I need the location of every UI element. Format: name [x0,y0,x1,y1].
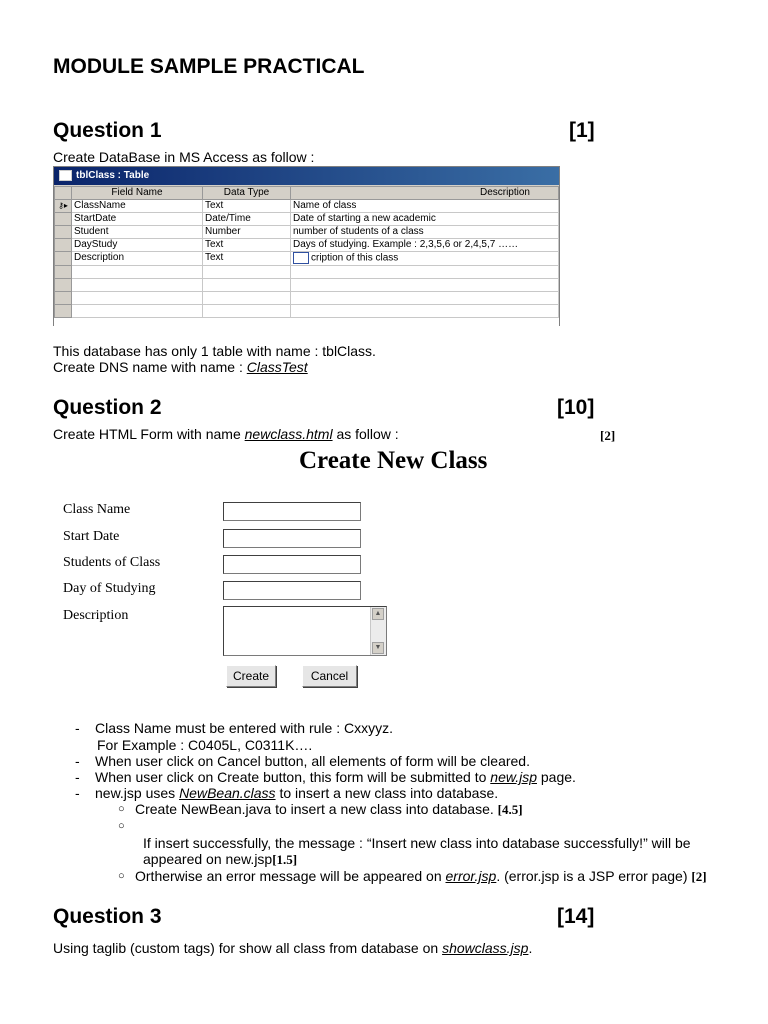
question-2-intro: Create HTML Form with name newclass.html as follow : [53,426,399,442]
scroll-up-icon[interactable]: ▲ [372,608,384,620]
table-row-empty [55,278,559,291]
cancel-button[interactable]: Cancel [302,665,357,687]
access-table-window [53,166,560,326]
table-row-empty [55,291,559,304]
question-2-marks: [10] [557,396,595,419]
sub-bullet-newbean-java: Create NewBean.java to insert a new class into database. [4.5] [135,801,523,817]
html-file-name: newclass.html [244,426,333,442]
label-class-name: Class Name [63,502,131,517]
label-start-date: Start Date [63,529,120,544]
question-3-title: Question 3 [53,905,162,928]
label-students: Students of Class [63,555,161,570]
create-button[interactable]: Create [226,665,276,687]
builder-icon [293,252,309,264]
day-of-studying-input[interactable] [223,581,361,600]
scrollbar[interactable] [370,607,386,655]
access-window-title: tblClass : Table [76,170,150,181]
question-2-title: Question 2 [53,396,162,419]
label-description: Description [63,608,129,623]
col-header: Data Type [203,187,291,200]
col-header: Field Name [72,187,203,200]
page-title: MODULE SAMPLE PRACTICAL [53,55,365,78]
table-row-empty [55,265,559,278]
table-row-empty [55,304,559,317]
col-header: Description [291,187,559,200]
bullet-class-name-rule: Class Name must be entered with rule : Cxxyyz. [95,720,393,736]
access-header-row [55,187,559,200]
table-row: ⚷▸ ClassName Text Name of class [55,200,559,213]
dash-marker: - [75,753,80,769]
showclass-jsp-link: showclass.jsp [442,940,529,956]
table-row: StartDate Date/Time Date of starting a new academic [55,213,559,226]
dash-marker: - [75,720,80,736]
table-row: Description Text cription of this class [55,252,559,266]
bullet-newbean: new.jsp uses NewBean.class to insert a new class into database. [95,785,499,801]
start-date-input[interactable] [223,529,361,548]
access-title-bar [54,167,559,185]
question-1-title: Question 1 [53,119,162,142]
students-input[interactable] [223,555,361,574]
sub-bullet-success-line-1: If insert successfully, the message : “Insert new class into database successfully!” will be [143,835,691,851]
circle-bullet-icon: ○ [118,820,125,832]
question-1-intro: Create DataBase in MS Access as follow : [53,149,315,165]
error-jsp-link: error.jsp [445,868,497,884]
question-1-marks: [1] [569,119,595,142]
table-icon [59,170,72,181]
sub-bullet-success-line-2: appeared on new.jsp[1.5] [143,851,298,867]
circle-bullet-icon: ○ [118,803,125,815]
new-jsp-link: new.jsp [490,769,537,785]
dns-name-link: ClassTest [246,359,308,375]
key-icon: ⚷▸ [55,200,72,213]
description-textarea[interactable] [223,606,387,656]
table-row: DayStudy Text Days of studying. Example : 2,3,5,6 or 2,4,5,7 …… [55,239,559,252]
bullet-create: When user click on Create button, this form will be submitted to new.jsp page. [95,769,576,785]
form-title: Create New Class [299,447,488,474]
question-3-marks: [14] [557,905,595,928]
bullet-cancel: When user click on Cancel button, all elements of form will be cleared. [95,753,530,769]
class-name-input[interactable] [223,502,361,521]
newbean-class-link: NewBean.class [179,785,276,801]
scroll-down-icon[interactable]: ▼ [372,642,384,654]
dash-marker: - [75,769,80,785]
table-row: Student Number number of students of a class [55,226,559,239]
sub-bullet-error: Ortherwise an error message will be appeared on error.jsp. (error.jsp is a JSP error page) [2] [135,868,707,884]
label-day-of-studying: Day of Studying [63,581,156,596]
dash-marker: - [75,785,80,801]
question-2-intro-marks: [2] [600,428,616,443]
bullet-example: For Example : C0405L, C0311K…. [97,737,313,753]
access-design-table [54,186,559,318]
circle-bullet-icon: ○ [118,870,125,882]
question-3-text: Using taglib (custom tags) for show all class from database on showclass.jsp. [53,940,533,956]
access-grid [54,186,559,326]
question-1-note-2: Create DNS name with name : ClassTest [53,359,308,375]
question-1-note-1: This database has only 1 table with name : tblClass. [53,343,376,359]
